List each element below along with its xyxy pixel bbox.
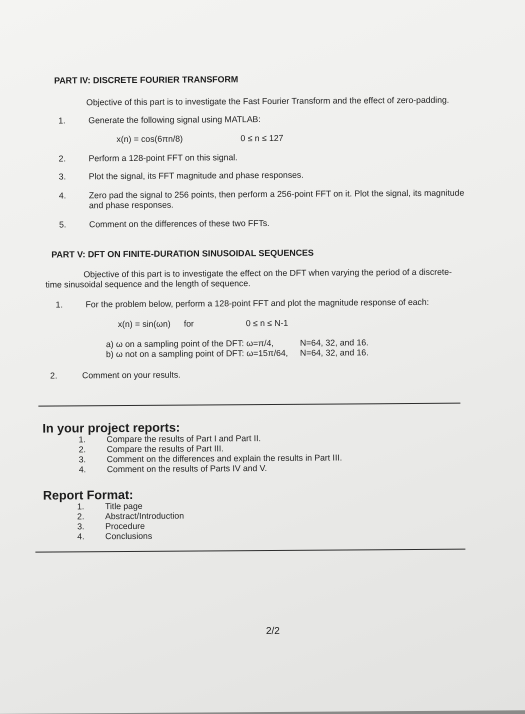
format-item2-text: Abstract/Introduction [105, 510, 185, 522]
reports-item3-text: Comment on the differences and explain the results in Part III. [106, 452, 343, 465]
page-number: 2/2 [265, 625, 280, 638]
part4-item4-num: 4. [58, 190, 67, 201]
part5-range: 0 ≤ n ≤ N-1 [245, 317, 289, 329]
part5-case-b-n: N=64, 32, and 16. [299, 347, 369, 358]
part5-case-a-n: N=64, 32, and 16. [299, 337, 369, 348]
format-heading: Report Format: [42, 487, 134, 503]
part5-case-a: a) ω on a sampling point of the DFT: ω=π/4, [105, 337, 274, 350]
part4-item2-text: Perform a 128-point FFT on this signal. [88, 152, 238, 164]
part4-item1-num: 1. [58, 115, 66, 126]
part5-item2-text: Comment on your results. [82, 369, 181, 381]
part4-item2-num: 2. [58, 153, 66, 164]
part4-title: PART IV: DISCRETE FOURIER TRANSFORM [54, 74, 239, 86]
part4-item5-text: Comment on the differences of these two FFTs. [89, 217, 270, 230]
format-item1-num: 1. [77, 501, 85, 512]
part5-equation: x(n) = sin(ωn) [117, 318, 171, 330]
part5-for: for [183, 318, 194, 329]
part5-item2-num: 2. [50, 370, 58, 381]
format-item4-num: 4. [77, 531, 85, 542]
reports-item2-text: Compare the results of Part III. [106, 443, 224, 455]
part4-item3-num: 3. [58, 171, 66, 182]
part4-item5-num: 5. [59, 219, 67, 230]
part5-item1-text: For the problem below, perform a 128-point FFT and plot the magnitude response of each: [85, 296, 430, 310]
format-item3-num: 3. [77, 521, 85, 532]
part5-objective-line1: Objective of this part is to investigate the effect on the DFT when varying the period of a discrete- [83, 266, 452, 280]
reports-heading: In your project reports: [42, 420, 181, 436]
divider-line-2 [35, 549, 465, 553]
part4-item1-text: Generate the following signal using MATLAB: [88, 114, 261, 126]
reports-item2-num: 2. [78, 444, 86, 455]
reports-item4-text: Comment on the results of Parts IV and V. [106, 463, 268, 475]
part4-item4-text-cont: and phase responses. [88, 199, 174, 211]
part4-range: 0 ≤ n ≤ 127 [240, 132, 284, 144]
reports-item1-num: 1. [78, 434, 86, 445]
reports-item4-num: 4. [78, 464, 87, 475]
part4-item4-text: Zero pad the signal to 256 points, then perform a 256-point FFT on it. Plot the signal, its magnitude [88, 187, 465, 201]
part5-title: PART V: DFT ON FINITE-DURATION SINUSOIDAL SEQUENCES [51, 247, 314, 260]
reports-item1-text: Compare the results of Part I and Part II. [106, 433, 261, 445]
format-item1-text: Title page [105, 500, 143, 512]
part4-item3-text: Plot the signal, its FFT magnitude and phase responses. [88, 169, 304, 182]
format-item3-text: Procedure [105, 520, 145, 532]
format-item2-num: 2. [77, 511, 85, 522]
format-item4-text: Conclusions [105, 530, 153, 542]
part5-case-b: b) ω not on a sampling point of DFT: ω=15π/64, [105, 347, 289, 360]
reports-item3-num: 3. [78, 454, 86, 465]
part4-equation: x(n) = cos(6πn/8) [116, 133, 183, 145]
divider-line [38, 403, 460, 407]
part4-objective: Objective of this part is to investigate the Fast Fourier Transform and the effect of zero-padding. [86, 94, 450, 108]
part5-item1-num: 1. [55, 299, 63, 310]
part5-objective-line2: time sinusoidal sequence and the length of sequence. [45, 278, 251, 290]
